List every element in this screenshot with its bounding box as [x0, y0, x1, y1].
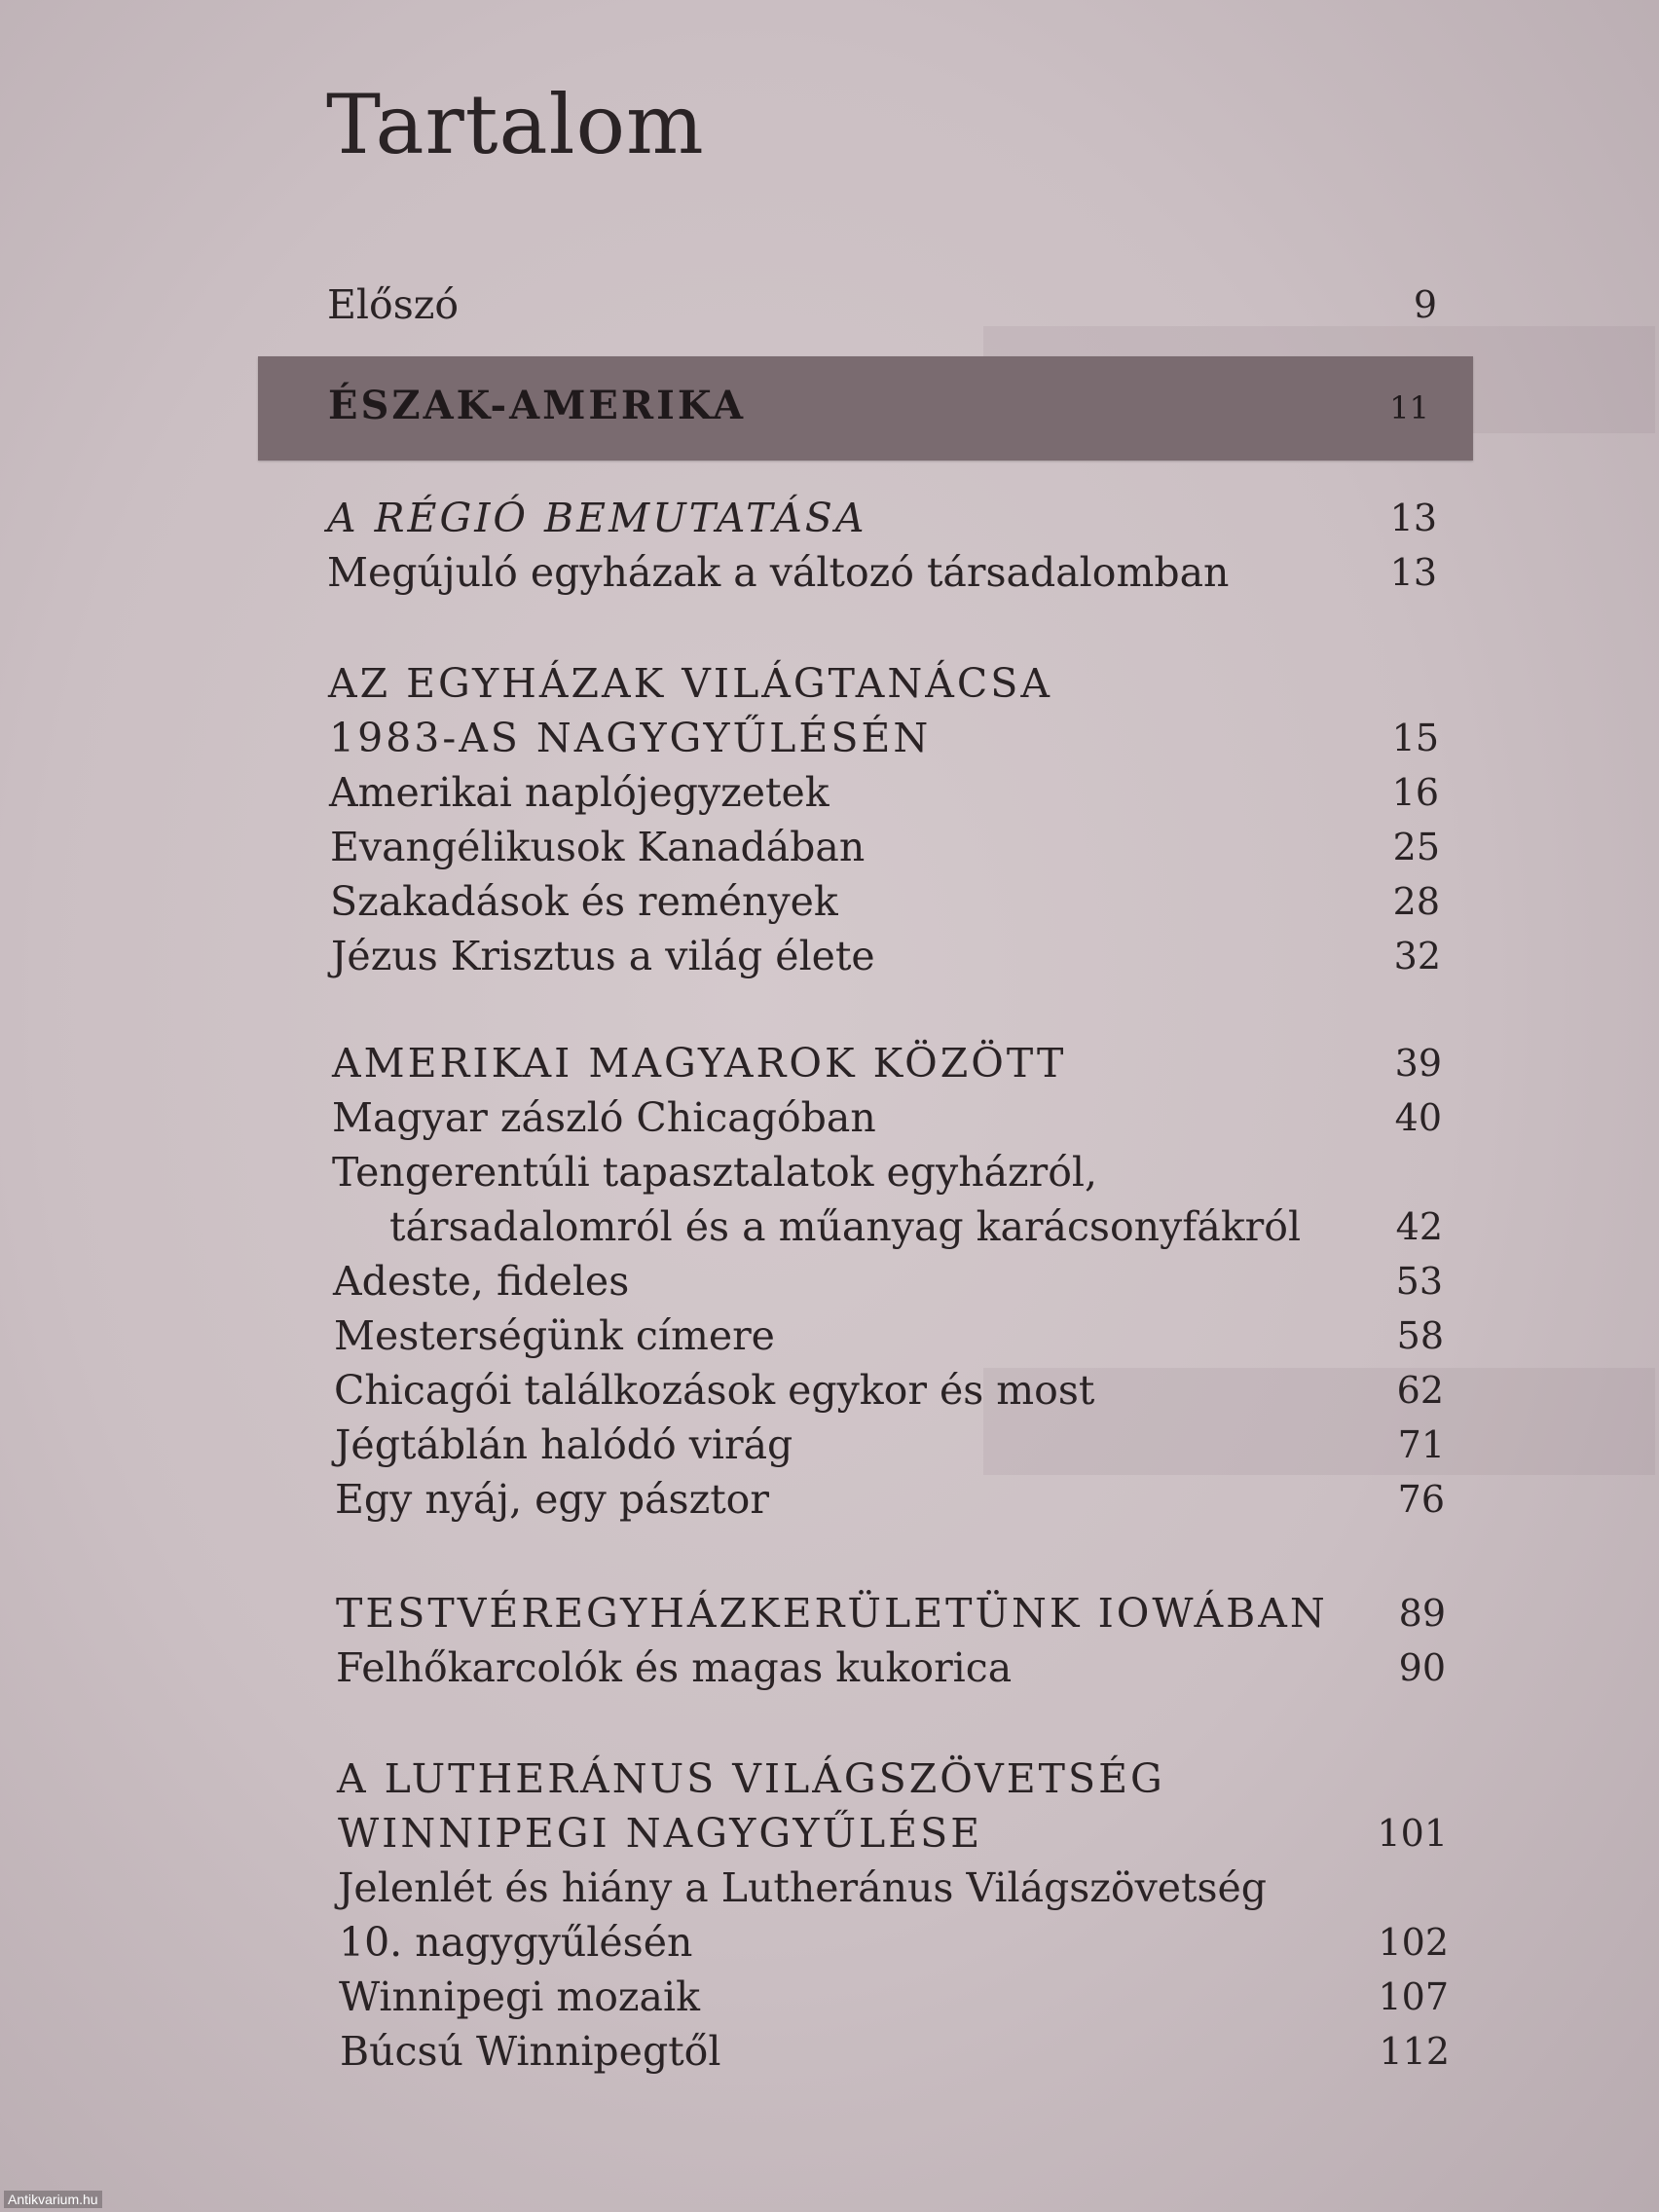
toc-entry-label: társadalomról és a műanyag karácsonyfákról: [389, 1203, 1302, 1250]
toc-page-number: 71: [1397, 1423, 1445, 1466]
toc-entry: [332, 1146, 1442, 1198]
toc-page-number: 25: [1392, 826, 1440, 868]
toc-page-number: 9: [1413, 283, 1437, 326]
toc-entry-label: Magyar zászló Chicagóban: [332, 1094, 876, 1141]
toc-entry-label: Búcsú Winnipegtől: [340, 2028, 721, 2075]
toc-page-number: 76: [1397, 1478, 1445, 1521]
toc-entry: [330, 875, 1440, 928]
toc-page-number: 53: [1395, 1260, 1443, 1303]
toc-entry: [339, 1971, 1449, 2023]
toc-group-heading: [328, 657, 1438, 710]
toc-entry-label: Winnipegi mozaik: [339, 1973, 700, 2020]
toc-entry-label: Szakadások és remények: [330, 878, 838, 925]
toc-entry-label: Jelenlét és hiány a Lutheránus Világszövetség: [338, 1864, 1268, 1911]
toc-page-number: 32: [1393, 935, 1441, 977]
toc-group-heading: [332, 1037, 1442, 1089]
toc-entry: [333, 1200, 1443, 1253]
toc-entry-label: WINNIPEGI NAGYGYŰLÉSE: [338, 1810, 983, 1857]
toc-page-number: 16: [1391, 771, 1439, 814]
toc-page-number: 112: [1379, 2030, 1450, 2073]
toc-entry-preface: [327, 278, 1437, 331]
toc-entry: [334, 1309, 1444, 1362]
toc-entry-label: 1983-AS NAGYGYŰLÉSÉN: [329, 715, 932, 761]
toc-entry: [339, 1916, 1449, 1969]
toc-entry-label: Felhőkarcolók és magas kukorica: [336, 1644, 1013, 1691]
toc-page-number: 107: [1378, 1975, 1449, 2018]
section-page-number: 11: [1389, 389, 1429, 426]
toc-entry-label: Chicagói találkozások egykor és most: [334, 1367, 1095, 1414]
toc-entry: [332, 1091, 1442, 1144]
toc-page-number: 13: [1389, 551, 1437, 594]
toc-entry-label: Adeste, fideles: [333, 1258, 630, 1305]
section-title: ÉSZAK-AMERIKA: [328, 383, 746, 428]
toc-entry: [336, 1641, 1446, 1694]
toc-entry: [335, 1473, 1445, 1526]
toc-page-number: 62: [1396, 1369, 1444, 1412]
toc-group-heading: [337, 1752, 1447, 1805]
toc-entry-label: Tengerentúli tapasztalatok egyházról,: [332, 1149, 1098, 1196]
toc-page-number: 101: [1377, 1812, 1448, 1855]
toc-group-heading: [336, 1587, 1446, 1640]
toc-entry-label: Egy nyáj, egy pásztor: [335, 1476, 769, 1523]
toc-group-heading: [329, 712, 1439, 764]
toc-page-number: 102: [1378, 1921, 1449, 1964]
toc-group-heading: [338, 1807, 1448, 1860]
toc-page-number: 89: [1398, 1592, 1446, 1635]
toc-entry: [335, 1419, 1445, 1471]
toc-entry: [334, 1364, 1444, 1417]
toc-entry-label: A LUTHERÁNUS VILÁGSZÖVETSÉG: [337, 1755, 1165, 1802]
toc-page-number: 42: [1395, 1205, 1443, 1248]
toc-entry-label: TESTVÉREGYHÁZKERÜLETÜNK IOWÁBAN: [336, 1590, 1328, 1637]
toc-group-heading: [327, 492, 1437, 544]
toc-entry-label: AZ EGYHÁZAK VILÁGTANÁCSA: [328, 660, 1052, 707]
toc-entry: [333, 1255, 1443, 1308]
toc-page-number: 28: [1392, 880, 1440, 923]
toc-entry-label: Mesterségünk címere: [334, 1312, 775, 1359]
watermark: Antikvarium.hu: [4, 2191, 102, 2208]
toc-page-number: 90: [1398, 1646, 1446, 1689]
toc-entry: [340, 2025, 1450, 2078]
toc-entry-label: Amerikai naplójegyzetek: [329, 769, 830, 816]
toc-entry-label: Megújuló egyházak a változó társadalomban: [327, 549, 1230, 596]
toc-entry-label: Evangélikusok Kanadában: [330, 824, 866, 870]
toc-entry: [329, 766, 1439, 819]
toc-entry-label: Előszó: [327, 281, 460, 328]
toc-page-number: 13: [1389, 497, 1437, 539]
section-header-bar: [258, 356, 1473, 461]
toc-entry-label: 10. nagygyűlésén: [339, 1919, 693, 1966]
toc-page-number: 40: [1394, 1096, 1442, 1139]
toc-page-number: 15: [1391, 717, 1439, 759]
toc-entry: [331, 930, 1441, 982]
toc-entry: [327, 546, 1437, 599]
toc-entry-label: Jézus Krisztus a világ élete: [331, 933, 875, 979]
toc-page-number: 58: [1396, 1314, 1444, 1357]
toc-page-number: 39: [1394, 1042, 1442, 1085]
toc-entry-label: A RÉGIÓ BEMUTATÁSA: [327, 495, 867, 541]
toc-entry: [330, 821, 1440, 873]
toc-entry-label: AMERIKAI MAGYAROK KÖZÖTT: [332, 1040, 1067, 1087]
toc-entry: [338, 1862, 1448, 1914]
toc-entry-label: Jégtáblán halódó virág: [335, 1421, 793, 1468]
page-title: Tartalom: [326, 77, 705, 172]
